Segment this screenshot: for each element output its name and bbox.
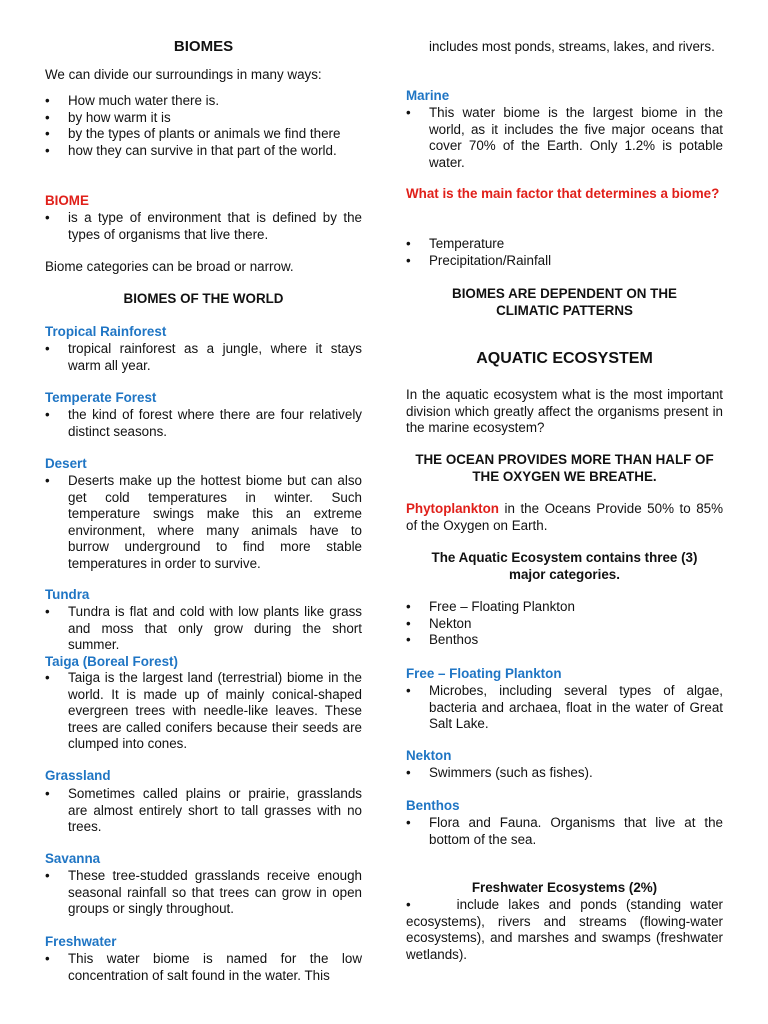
benthos-list	[406, 815, 723, 848]
factors-list	[406, 236, 723, 269]
list-item: • Swimmers (such as fishes).	[406, 765, 723, 782]
biome-definition	[45, 210, 362, 243]
list-item: • This water biome is named for the low concentration of salt found in the water. This	[45, 951, 362, 984]
list-item: • is a type of environment that is defined by the types of organisms that live there.	[45, 210, 362, 243]
categories-list	[406, 599, 723, 649]
list-item: • how they can survive in that part of the world.	[45, 143, 362, 160]
marine-heading: Marine	[406, 88, 450, 103]
taiga-list	[45, 670, 362, 753]
page-title: BIOMES	[173, 38, 234, 55]
freshwater-eco-heading: Freshwater Ecosystems (2%)	[471, 880, 658, 895]
savanna-list	[45, 868, 362, 918]
tropical-heading: Tropical Rainforest	[45, 324, 167, 339]
list-item: • Benthos	[406, 632, 723, 649]
list-item: • Sometimes called plains or prairie, grasslands are almost entirely short to tall grasses with no trees.	[45, 786, 362, 836]
phytoplankton-term: Phytoplankton	[406, 501, 499, 516]
tropical-list	[45, 341, 362, 374]
freshwater-eco-text	[406, 897, 723, 963]
desert-heading: Desert	[45, 456, 87, 471]
marine-list	[406, 105, 723, 171]
plankton-list	[406, 683, 723, 733]
world-heading: BIOMES OF THE WORLD	[123, 291, 284, 306]
list-item: • the kind of forest where there are four relatively distinct seasons.	[45, 407, 362, 440]
list-item: • This water biome is the largest biome in the world, as it includes the five major oceans that cover 70% of the Earth. Only 1.2% is potable water.	[406, 105, 723, 171]
biome-heading: BIOME	[45, 193, 89, 208]
freshwater-heading: Freshwater	[45, 934, 117, 949]
temperate-heading: Temperate Forest	[45, 390, 157, 405]
dependent-heading: BIOMES ARE DEPENDENT ON THE CLIMATIC PATTERNS	[452, 286, 677, 318]
list-item: • by the types of plants or animals we find there	[45, 126, 362, 143]
nekton-list	[406, 765, 723, 782]
list-item: • tropical rainforest as a jungle, where it stays warm all year.	[45, 341, 362, 374]
grassland-list	[45, 786, 362, 836]
list-item: • Nekton	[406, 616, 723, 633]
freshwater-eco-desc: include lakes and ponds (standing water ecosystems), rivers and streams (flowing-water ecosystems), and marshes and swamps (freshwater wetlands).	[406, 897, 723, 962]
list-item: • by how warm it is	[45, 110, 362, 127]
list-item: • Free – Floating Plankton	[406, 599, 723, 616]
list-item: • Deserts make up the hottest biome but can also get cold temperatures in winter. Such temperature swings make this an extreme environment, where many animals have to burrow underground to find more stable temperatures in order to survive.	[45, 473, 362, 572]
tundra-heading: Tundra	[45, 587, 90, 602]
aquatic-intro: In the aquatic ecosystem what is the most important division which greatly affect the organisms present in the marine ecosystem?	[406, 387, 723, 435]
bullet-icon: •	[406, 897, 457, 912]
phytoplankton-desc: in the Oceans Provide 50% to 85% of the Oxygen on Earth.	[406, 501, 723, 533]
plankton-heading: Free – Floating Plankton	[406, 666, 562, 681]
list-item: • How much water there is.	[45, 93, 362, 110]
oxygen-heading: THE OCEAN PROVIDES MORE THAN HALF OF THE OXYGEN WE BREATHE.	[415, 452, 714, 484]
categories-note: Biome categories can be broad or narrow.	[45, 259, 294, 274]
list-item: • Tundra is flat and cold with low plants like grass and moss that only grow during the short summer.	[45, 604, 362, 654]
list-item: • Flora and Fauna. Organisms that live at the bottom of the sea.	[406, 815, 723, 848]
list-item: • Temperature	[406, 236, 723, 253]
savanna-heading: Savanna	[45, 851, 101, 866]
taiga-heading: Taiga (Boreal Forest)	[45, 654, 178, 669]
grassland-heading: Grassland	[45, 768, 111, 783]
list-item: • Microbes, including several types of algae, bacteria and archaea, float in the water of Great Salt Lake.	[406, 683, 723, 733]
categories-heading: The Aquatic Ecosystem contains three (3) major categories.	[431, 550, 698, 582]
main-factor-question: What is the main factor that determines a biome?	[406, 186, 720, 201]
ways-list	[45, 93, 362, 159]
list-item: • Precipitation/Rainfall	[406, 253, 723, 270]
list-item: • Taiga is the largest land (terrestrial) biome in the world. It is made up of mainly conical-shaped evergreen trees with needle-like leaves. These trees are called conifers because their seeds are clumped into cones.	[45, 670, 362, 753]
desert-list	[45, 473, 362, 572]
freshwater-continuation: includes most ponds, streams, lakes, and rivers.	[429, 39, 715, 54]
tundra-list	[45, 604, 362, 654]
aquatic-title: AQUATIC ECOSYSTEM	[476, 350, 653, 367]
nekton-heading: Nekton	[406, 748, 452, 763]
phytoplankton-text	[406, 501, 723, 534]
intro-text: We can divide our surroundings in many ways:	[45, 67, 322, 82]
benthos-heading: Benthos	[406, 798, 460, 813]
list-item: • These tree-studded grasslands receive enough seasonal rainfall so that trees can grow in open groups or singly throughout.	[45, 868, 362, 918]
freshwater-list	[45, 951, 362, 984]
temperate-list	[45, 407, 362, 440]
